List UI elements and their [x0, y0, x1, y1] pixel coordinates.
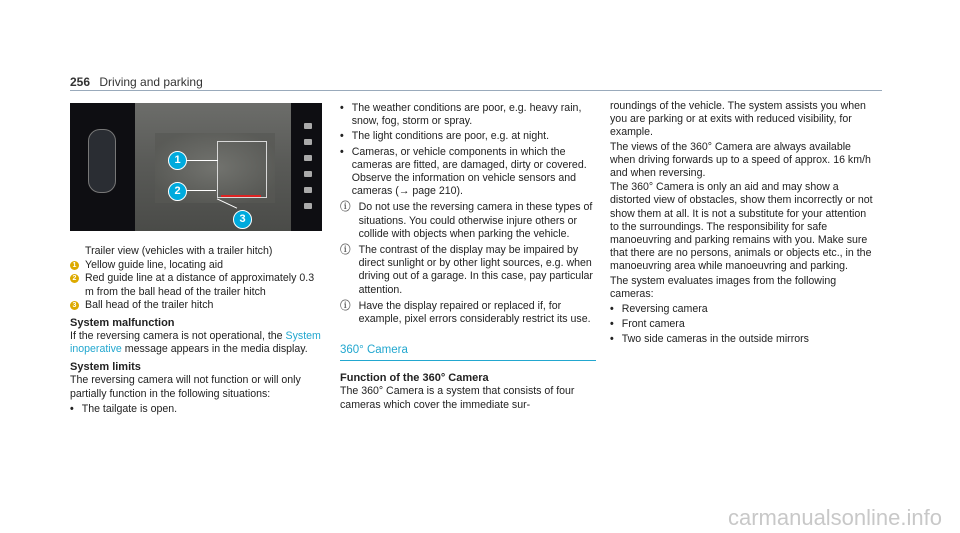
legend-item: [70, 272, 322, 298]
header-divider: [70, 90, 882, 91]
bullet-icon: •: [70, 402, 74, 415]
trailer-view-figure: [70, 103, 322, 231]
malfunction-text: If the reversing camera is not operational, the System inoperative message appears in the media display.: [70, 330, 321, 356]
list-item: • The light conditions are poor, e.g. at night.: [340, 130, 550, 143]
bullet-icon: •: [610, 318, 614, 331]
legend-item: [70, 259, 322, 272]
car-top-view: [88, 129, 116, 193]
limits-heading: System limits: [70, 361, 141, 374]
note: ⓘ Do not use the reversing camera in these types of situations. You could otherwise injure others or collide with objects when parking the vehicle.: [340, 201, 593, 240]
section-title: Driving and parking: [99, 75, 203, 89]
note: ⓘ The contrast of the display may be impaired by direct sunlight or by other light sources, e.g. when driving out of a garage. In this case, pay particular attention.: [340, 244, 593, 296]
list-item: • Reversing camera: [610, 303, 708, 316]
section-360-camera: 360° Camera: [340, 344, 596, 361]
note: ⓘ Have the display repaired or replaced if, for example, pixel errors considerably restrict its use.: [340, 299, 591, 326]
malfunction-heading: System malfunction: [70, 317, 175, 330]
availability-text: The views of the 360° Camera are always available when driving forwards up to a speed of approx. 16 km/h and when reversing.: [610, 140, 871, 180]
list-item: • Cameras, or vehicle components in which the cameras are fitted, are damaged, dirty or covered. Observe the information on vehicle sensors and cameras (→ page 210).: [340, 145, 587, 198]
bullet-icon: •: [340, 102, 344, 114]
cameras-intro: The system evaluates images from the following cameras:: [610, 274, 837, 300]
watermark: carmanualsonline.info: [727, 505, 942, 530]
callout-2: 2: [168, 182, 187, 201]
function-text-start: The 360° Camera is a system that consists of four cameras which cover the immediate sur-: [340, 385, 575, 411]
figure-caption: Trailer view (vehicles with a trailer hitch): [85, 245, 273, 257]
column-3: [610, 100, 875, 349]
limits-intro: The reversing camera will not function or will only partially function in the following situations:: [70, 374, 301, 400]
bullet-icon: •: [340, 130, 344, 143]
list-item: • The weather conditions are poor, e.g. heavy rain, snow, fog, storm or spray.: [340, 102, 582, 128]
callout-1: 1: [168, 151, 187, 170]
legend-text: Red guide line at a distance of approximately 0.3 m from the ball head of the trailer hitch: [85, 272, 315, 298]
bullet-icon: •: [610, 333, 614, 346]
system-inoperative-message: System inoperative: [70, 330, 321, 356]
function-text-cont: roundings of the vehicle. The system assists you when you are parking or at exits with reduced visibility, for example.: [610, 100, 866, 139]
aid-text: The 360° Camera is only an aid and may show a distorted view of obstacles, show them incorrectly or not show them at all. It is not a substitute for your attention to the surroundings. The responsibility for safe manoeuvring and parking remains with you. Make sure that there are no persons, animals or objects etc., in the manoeuvring area while manoeuvring and parking.: [610, 181, 873, 273]
info-icon: ⓘ: [340, 299, 351, 312]
column-1: [70, 245, 322, 418]
red-guide-line: [221, 195, 261, 197]
legend-item: [70, 299, 322, 312]
page-header: [70, 75, 203, 89]
legend-number: 3: [70, 301, 79, 310]
list-item: • Two side cameras in the outside mirrors: [610, 333, 809, 346]
display-sidebar: [304, 123, 314, 219]
guide-box: [217, 141, 267, 198]
list-item: • The tailgate is open.: [70, 402, 178, 415]
column-2: [340, 100, 596, 413]
legend-number: 2: [70, 274, 79, 283]
camera-image: [135, 103, 291, 231]
list-item: • Front camera: [610, 318, 685, 331]
function-heading: Function of the 360° Camera: [340, 372, 489, 385]
page-number: 256: [70, 75, 91, 89]
callout-3: 3: [233, 210, 252, 229]
info-icon: ⓘ: [340, 201, 351, 214]
bullet-icon: •: [610, 303, 614, 316]
bullet-icon: •: [340, 145, 344, 158]
legend-number: 1: [70, 261, 79, 270]
legend-text: Ball head of the trailer hitch: [85, 298, 214, 311]
legend-text: Yellow guide line, locating aid: [85, 259, 224, 272]
info-icon: ⓘ: [340, 244, 351, 257]
